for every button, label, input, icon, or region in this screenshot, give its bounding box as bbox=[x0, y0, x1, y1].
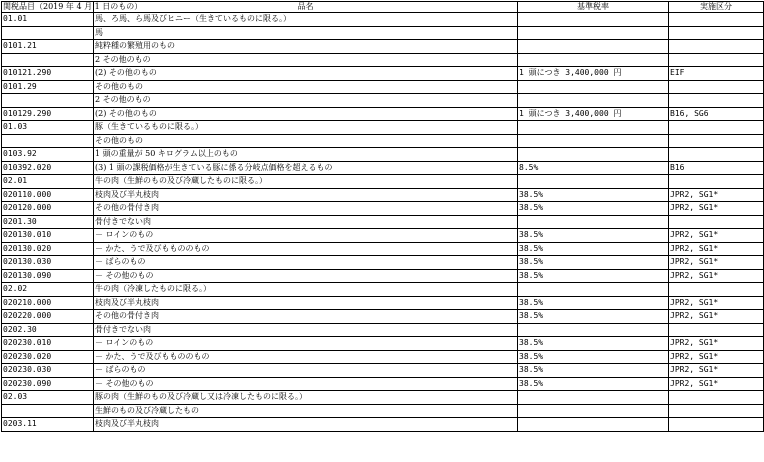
tariff-schedule-table bbox=[1, 1, 764, 432]
table-row bbox=[2, 242, 764, 256]
base-rate-cell: 38.5% bbox=[518, 310, 669, 324]
staging-category-cell: EIF bbox=[669, 67, 764, 81]
base-rate-cell: 38.5% bbox=[518, 337, 669, 351]
tariff-code-cell: 0101.29 bbox=[2, 80, 94, 94]
staging-category-cell: JPR2, SG1* bbox=[669, 296, 764, 310]
staging-category-cell: JPR2, SG1* bbox=[669, 269, 764, 283]
base-rate-cell bbox=[518, 391, 669, 405]
staging-category-cell bbox=[669, 94, 764, 108]
header-row bbox=[2, 2, 764, 13]
table-row bbox=[2, 323, 764, 337]
base-rate-cell bbox=[518, 404, 669, 418]
tariff-code-cell: 02.02 bbox=[2, 283, 94, 297]
base-rate-cell bbox=[518, 121, 669, 135]
staging-category-cell bbox=[669, 323, 764, 337]
tariff-code-cell bbox=[2, 134, 94, 148]
description-cell: － その他のもの bbox=[94, 269, 518, 283]
table-row bbox=[2, 350, 764, 364]
staging-category-cell bbox=[669, 121, 764, 135]
staging-category-cell bbox=[669, 215, 764, 229]
base-rate-cell bbox=[518, 215, 669, 229]
header-base-rate: 基準税率 bbox=[518, 2, 669, 13]
staging-category-cell: JPR2, SG1* bbox=[669, 229, 764, 243]
tariff-code-cell: 020130.010 bbox=[2, 229, 94, 243]
tariff-code-cell: 020230.030 bbox=[2, 364, 94, 378]
table-body bbox=[2, 13, 764, 432]
staging-category-cell bbox=[669, 148, 764, 162]
table-row bbox=[2, 148, 764, 162]
staging-category-cell: JPR2, SG1* bbox=[669, 242, 764, 256]
base-rate-cell: 38.5% bbox=[518, 229, 669, 243]
tariff-code-cell: 020230.020 bbox=[2, 350, 94, 364]
description-cell: － その他のもの bbox=[94, 377, 518, 391]
base-rate-cell bbox=[518, 13, 669, 27]
table-row bbox=[2, 364, 764, 378]
tariff-code-cell: 0101.21 bbox=[2, 40, 94, 54]
staging-category-cell bbox=[669, 80, 764, 94]
description-cell: － ばらのもの bbox=[94, 256, 518, 270]
tariff-code-cell: 010392.020 bbox=[2, 161, 94, 175]
staging-category-cell: B16, SG6 bbox=[669, 107, 764, 121]
base-rate-cell bbox=[518, 148, 669, 162]
base-rate-cell: 38.5% bbox=[518, 242, 669, 256]
table-row bbox=[2, 67, 764, 81]
description-cell: 1 頭の重量が 50 キログラム以上のもの bbox=[94, 148, 518, 162]
table-row bbox=[2, 283, 764, 297]
table-row bbox=[2, 94, 764, 108]
table-header bbox=[2, 2, 764, 13]
tariff-code-cell: 020130.030 bbox=[2, 256, 94, 270]
description-cell: 馬、ろ馬、ら馬及びヒニー（生きているものに限る。） bbox=[94, 13, 518, 27]
base-rate-cell: 38.5% bbox=[518, 350, 669, 364]
base-rate-cell: 38.5% bbox=[518, 364, 669, 378]
tariff-code-cell: 0202.30 bbox=[2, 323, 94, 337]
staging-category-cell bbox=[669, 391, 764, 405]
description-cell: 骨付きでない肉 bbox=[94, 215, 518, 229]
staging-category-cell bbox=[669, 13, 764, 27]
base-rate-cell bbox=[518, 80, 669, 94]
description-cell: 豚（生きているものに限る。） bbox=[94, 121, 518, 135]
base-rate-cell: 1 頭につき 3,400,000 円 bbox=[518, 67, 669, 81]
tariff-code-cell: 0103.92 bbox=[2, 148, 94, 162]
staging-category-cell bbox=[669, 404, 764, 418]
table-row bbox=[2, 418, 764, 432]
table-row bbox=[2, 53, 764, 67]
tariff-code-cell: 01.01 bbox=[2, 13, 94, 27]
tariff-code-cell bbox=[2, 94, 94, 108]
tariff-code-cell: 020230.090 bbox=[2, 377, 94, 391]
description-cell: － かた、うで及びももののもの bbox=[94, 242, 518, 256]
tariff-code-cell: 02.03 bbox=[2, 391, 94, 405]
table-row bbox=[2, 40, 764, 54]
staging-category-cell bbox=[669, 26, 764, 40]
header-staging-category: 実施区分 bbox=[669, 2, 764, 13]
description-cell: 豚の肉（生鮮のもの及び冷蔵し又は冷凍したものに限る。） bbox=[94, 391, 518, 405]
staging-category-cell bbox=[669, 40, 764, 54]
base-rate-cell: 38.5% bbox=[518, 256, 669, 270]
staging-category-cell: JPR2, SG1* bbox=[669, 188, 764, 202]
description-cell: － かた、うで及びももののもの bbox=[94, 350, 518, 364]
tariff-code-cell: 020130.090 bbox=[2, 269, 94, 283]
table-row bbox=[2, 202, 764, 216]
description-cell: 牛の肉（冷凍したものに限る。） bbox=[94, 283, 518, 297]
table-row bbox=[2, 26, 764, 40]
table-row bbox=[2, 377, 764, 391]
description-cell: (2) その他のもの bbox=[94, 107, 518, 121]
tariff-code-cell bbox=[2, 26, 94, 40]
base-rate-cell bbox=[518, 53, 669, 67]
tariff-code-cell: 020220.000 bbox=[2, 310, 94, 324]
table-row bbox=[2, 80, 764, 94]
table-row bbox=[2, 391, 764, 405]
description-cell: 2 その他のもの bbox=[94, 94, 518, 108]
header-tariff-item: 関税品目（2019 年 4 月 1 日のもの） bbox=[3, 2, 143, 11]
tariff-code-cell: 01.03 bbox=[2, 121, 94, 135]
table-row bbox=[2, 229, 764, 243]
tariff-code-cell: 0201.30 bbox=[2, 215, 94, 229]
description-cell: 馬 bbox=[94, 26, 518, 40]
base-rate-cell: 38.5% bbox=[518, 188, 669, 202]
base-rate-cell: 38.5% bbox=[518, 296, 669, 310]
base-rate-cell: 38.5% bbox=[518, 377, 669, 391]
description-cell: (2) その他のもの bbox=[94, 67, 518, 81]
description-cell: － ロインのもの bbox=[94, 229, 518, 243]
tariff-code-cell: 020120.000 bbox=[2, 202, 94, 216]
description-cell: 牛の肉（生鮮のもの及び冷蔵したものに限る。） bbox=[94, 175, 518, 189]
description-cell: － ばらのもの bbox=[94, 364, 518, 378]
description-cell: 枝肉及び半丸枝肉 bbox=[94, 188, 518, 202]
description-cell: 純粋種の繁殖用のもの bbox=[94, 40, 518, 54]
tariff-code-cell: 020210.000 bbox=[2, 296, 94, 310]
table-row bbox=[2, 161, 764, 175]
base-rate-cell bbox=[518, 418, 669, 432]
tariff-code-cell bbox=[2, 404, 94, 418]
description-cell: 生鮮のもの及び冷蔵したもの bbox=[94, 404, 518, 418]
description-cell: その他のもの bbox=[94, 134, 518, 148]
table-row bbox=[2, 134, 764, 148]
staging-category-cell: JPR2, SG1* bbox=[669, 256, 764, 270]
staging-category-cell: JPR2, SG1* bbox=[669, 364, 764, 378]
base-rate-cell bbox=[518, 40, 669, 54]
staging-category-cell bbox=[669, 175, 764, 189]
tariff-code-cell: 010129.290 bbox=[2, 107, 94, 121]
base-rate-cell bbox=[518, 94, 669, 108]
staging-category-cell bbox=[669, 134, 764, 148]
base-rate-cell: 8.5% bbox=[518, 161, 669, 175]
tariff-code-cell: 02.01 bbox=[2, 175, 94, 189]
base-rate-cell bbox=[518, 134, 669, 148]
table-row bbox=[2, 296, 764, 310]
staging-category-cell: B16 bbox=[669, 161, 764, 175]
description-cell: 骨付きでない肉 bbox=[94, 323, 518, 337]
staging-category-cell: JPR2, SG1* bbox=[669, 337, 764, 351]
table-row bbox=[2, 215, 764, 229]
description-cell: その他の骨付き肉 bbox=[94, 202, 518, 216]
tariff-code-cell: 010121.290 bbox=[2, 67, 94, 81]
base-rate-cell: 38.5% bbox=[518, 269, 669, 283]
table-row bbox=[2, 188, 764, 202]
base-rate-cell: 38.5% bbox=[518, 202, 669, 216]
table-row bbox=[2, 310, 764, 324]
description-cell: 枝肉及び半丸枝肉 bbox=[94, 418, 518, 432]
table-row bbox=[2, 404, 764, 418]
base-rate-cell bbox=[518, 175, 669, 189]
staging-category-cell: JPR2, SG1* bbox=[669, 377, 764, 391]
tariff-code-cell: 020230.010 bbox=[2, 337, 94, 351]
base-rate-cell bbox=[518, 283, 669, 297]
staging-category-cell: JPR2, SG1* bbox=[669, 202, 764, 216]
base-rate-cell bbox=[518, 26, 669, 40]
table-row bbox=[2, 175, 764, 189]
description-cell: － ロインのもの bbox=[94, 337, 518, 351]
tariff-code-cell: 020110.000 bbox=[2, 188, 94, 202]
staging-category-cell bbox=[669, 283, 764, 297]
description-cell: 2 その他のもの bbox=[94, 53, 518, 67]
staging-category-cell: JPR2, SG1* bbox=[669, 350, 764, 364]
description-cell: (3) 1 頭の課税価格が生きている豚に係る分岐点価格を超えるもの bbox=[94, 161, 518, 175]
description-cell: その他の骨付き肉 bbox=[94, 310, 518, 324]
staging-category-cell bbox=[669, 418, 764, 432]
table-row bbox=[2, 256, 764, 270]
staging-category-cell: JPR2, SG1* bbox=[669, 310, 764, 324]
staging-category-cell bbox=[669, 53, 764, 67]
table-row bbox=[2, 121, 764, 135]
base-rate-cell bbox=[518, 323, 669, 337]
tariff-code-cell: 0203.11 bbox=[2, 418, 94, 432]
header-description: 品名 bbox=[94, 2, 518, 13]
description-cell: 枝肉及び半丸枝肉 bbox=[94, 296, 518, 310]
table-row bbox=[2, 269, 764, 283]
tariff-code-cell: 020130.020 bbox=[2, 242, 94, 256]
table-row bbox=[2, 107, 764, 121]
base-rate-cell: 1 頭につき 3,400,000 円 bbox=[518, 107, 669, 121]
tariff-code-cell bbox=[2, 53, 94, 67]
description-cell: その他のもの bbox=[94, 80, 518, 94]
table-row bbox=[2, 337, 764, 351]
table-row bbox=[2, 13, 764, 27]
